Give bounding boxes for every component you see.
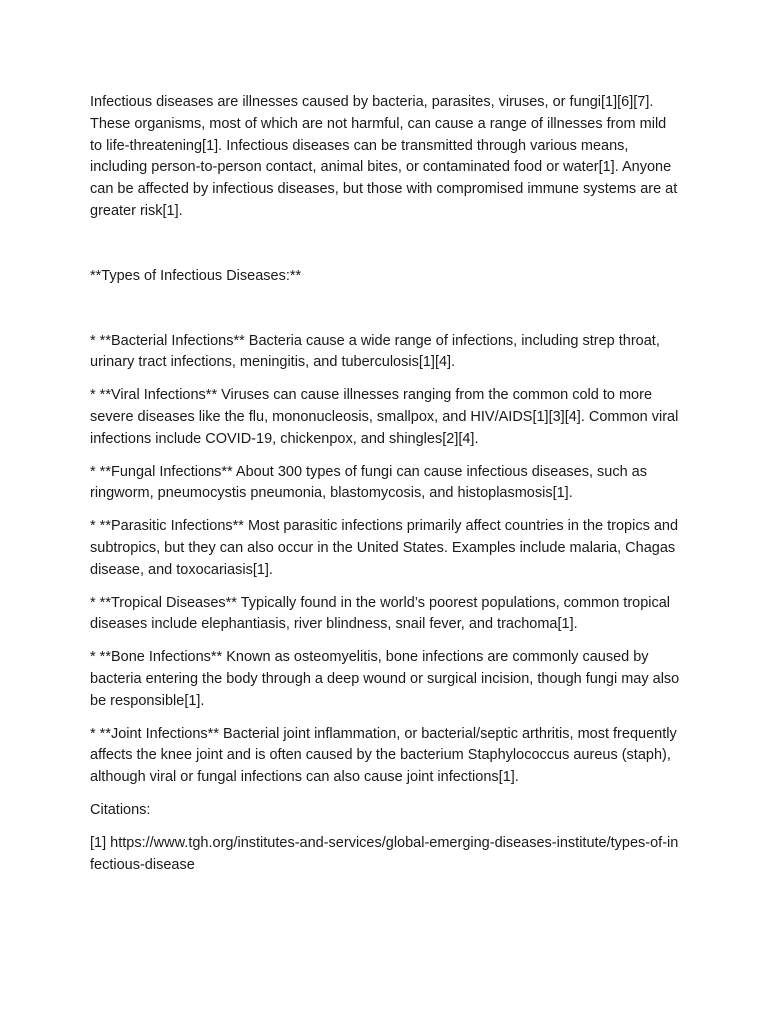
list-item-tropical: * **Tropical Diseases** Typically found in the world’s poorest populations, common tropical diseases include elephantiasis, river blindness, snail fever, and trachoma[1].: [90, 594, 671, 633]
list-item-parasitic: * **Parasitic Infections** Most parasitic infections primarily affect countries in the tropics and subtropics, but they can also occur in the United States. Examples include malaria, Chagas disease, and toxocariasis[1].: [90, 518, 679, 578]
types-heading: **Types of Infectious Diseases:**: [90, 267, 302, 284]
intro-paragraph: Infectious diseases are illnesses caused by bacteria, parasites, viruses, or fungi[1][6][7]. These organisms, most of which are not harmful, can cause a range of illnesses from mild to life-threatening[1]. Infectious diseases can be transmitted through various means, including person-to-person contact, animal bites, or contaminated food or water[1]. Anyone can be affected by infectious diseases, but those with compromised immune systems are at greater risk[1].: [90, 94, 678, 219]
citation-link[interactable]: [1] https://www.tgh.org/institutes-and-services/global-emerging-diseases-institute/types-of-infectious-disease: [90, 834, 679, 873]
list-item-joint: * **Joint Infections** Bacterial joint inflammation, or bacterial/septic arthritis, most frequently affects the knee joint and is often caused by the bacterium Staphylococcus aureus (staph), although viral or fungal infections can also cause joint infections[1].: [90, 725, 677, 786]
list-item-bacterial: * **Bacterial Infections** Bacteria cause a wide range of infections, including strep throat, urinary tract infections, meningitis, and tuberculosis[1][4].: [90, 332, 660, 371]
document-page: [90, 92, 682, 876]
list-item-viral: * **Viral Infections** Viruses can cause illnesses ranging from the common cold to more severe diseases like the flu, mononucleosis, smallpox, and HIV/AIDS[1][3][4]. Common viral infections include COVID-19, chickenpox, and shingles[2][4].: [90, 387, 679, 447]
list-item-bone: * **Bone Infections** Known as osteomyelitis, bone infections are commonly caused by bacteria entering the body through a deep wound or surgical incision, though fungi may also be responsible[1].: [90, 649, 680, 709]
citations-heading: Citations:: [90, 801, 151, 818]
list-item-fungal: * **Fungal Infections** About 300 types of fungi can cause infectious diseases, such as ringworm, pneumocystis pneumonia, blastomycosis, and histoplasmosis[1].: [90, 463, 647, 502]
